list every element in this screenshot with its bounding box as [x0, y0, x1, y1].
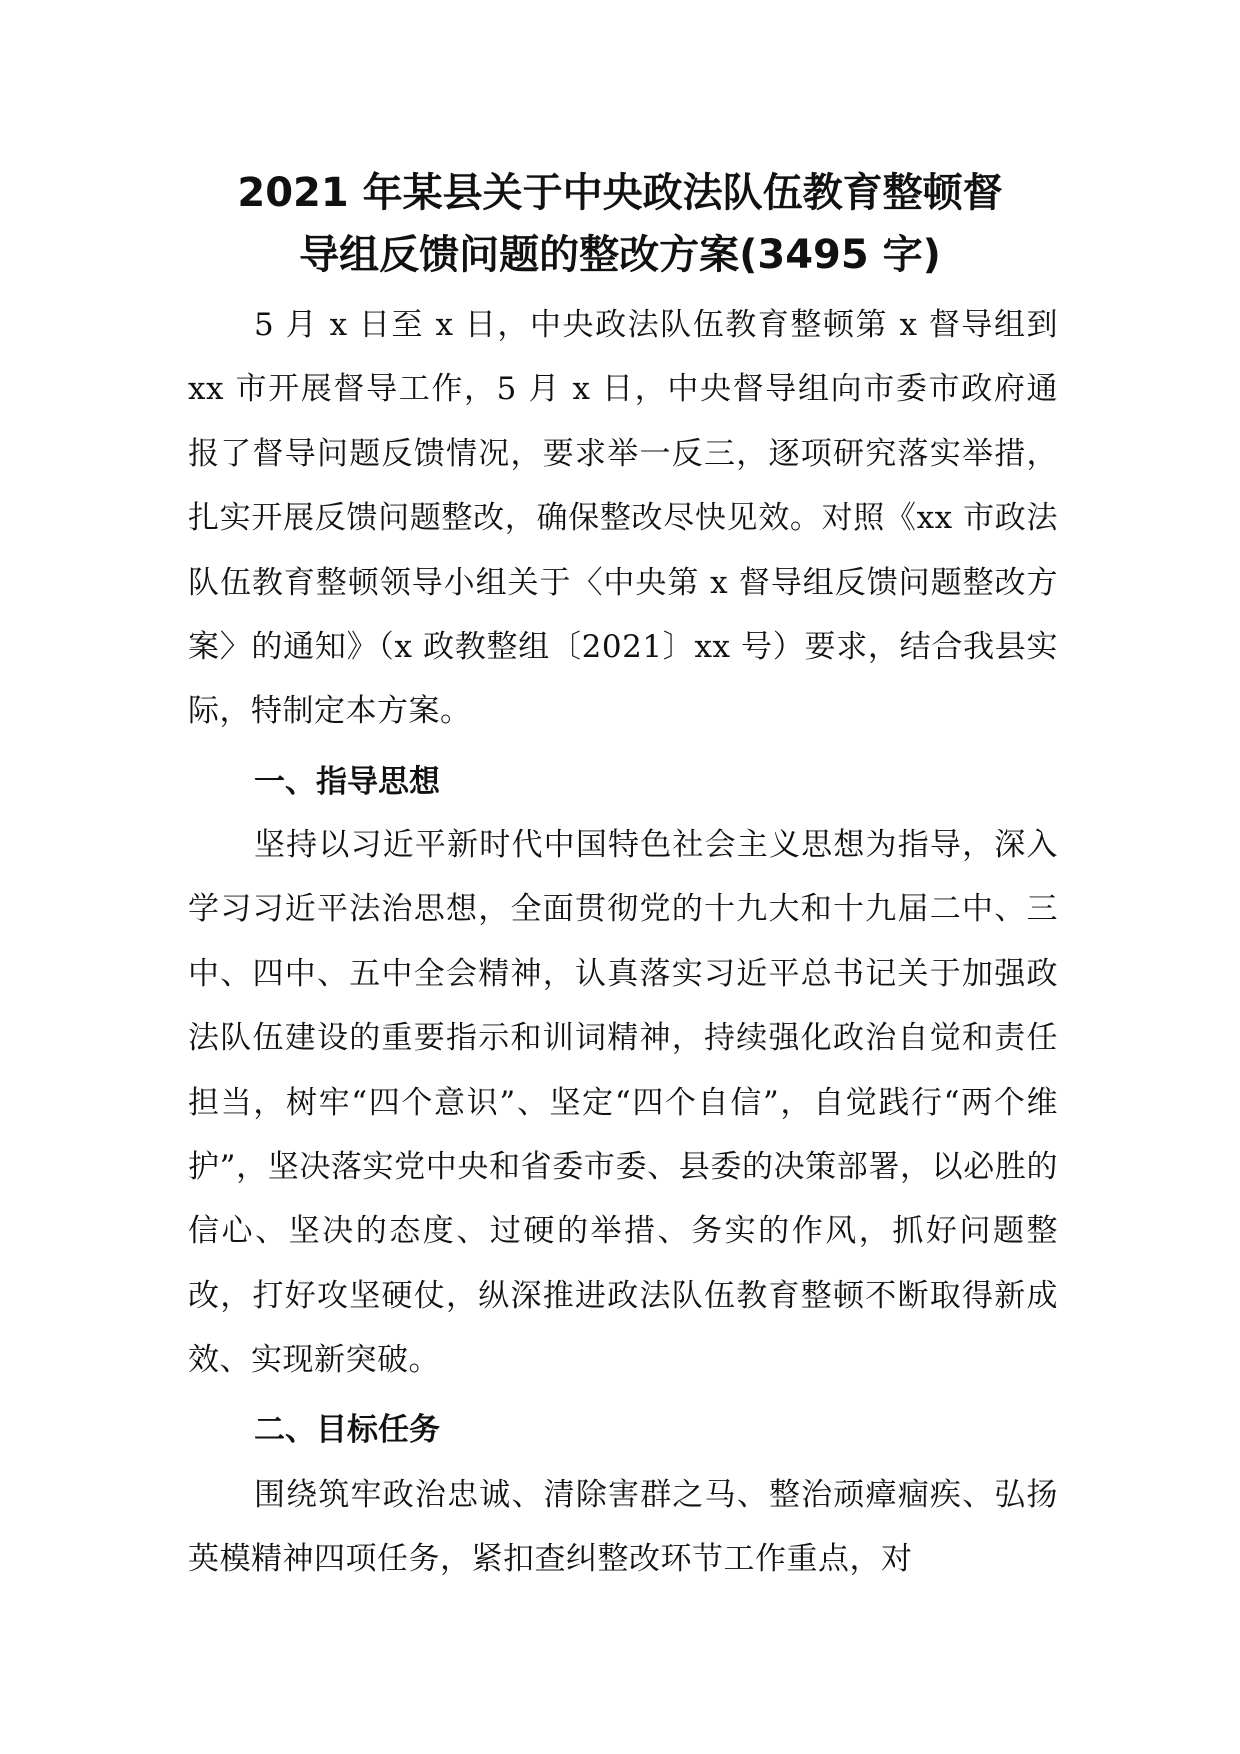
document-title [180, 162, 1060, 286]
paragraph-objectives: 围绕筑牢政治忠诚、清除害群之马、整治顽瘴痼疾、弘扬英模精神四项任务，紧扣查纠整改环节工作重点，对 [188, 1477, 1058, 1578]
title-line-1: 2021 年某县关于中央政法队伍教育整顿督 [237, 170, 1003, 216]
section-heading-guiding-ideology: 一、指导思想 [254, 764, 440, 800]
section-heading-objectives: 二、目标任务 [254, 1412, 440, 1448]
title-line-2: 导组反馈问题的整改方案(3495 字) [299, 232, 941, 278]
paragraph-intro: 5 月 x 日至 x 日，中央政法队伍教育整顿第 x 督导组到 xx 市开展督导工作，5 月 x 日，中央督导组向市委市政府通报了督导问题反馈情况，要求举一反三，逐项研究落实举措，扎实开展反馈问题整改，确保整改尽快见效。对照《xx 市政法队伍教育整顿领导小组关于〈中央第 x 督导组反馈问题整改方案〉的通知》（x 政教整组〔2021〕xx 号）要求，结合我县实际，特制定本方案。 [188, 307, 1058, 730]
paragraph-guiding-ideology: 坚持以习近平新时代中国特色社会主义思想为指导，深入学习习近平法治思想，全面贯彻党的十九大和十九届二中、三中、四中、五中全会精神，认真落实习近平总书记关于加强政法队伍建设的重要指示和训词精神，持续强化政治自觉和责任担当，树牢“四个意识”、坚定“四个自信”，自觉践行“两个维护”，坚决落实党中央和省委市委、县委的决策部署，以必胜的信心、坚决的态度、过硬的举措、务实的作风，抓好问题整改，打好攻坚硬仗，纵深推进政法队伍教育整顿不断取得新成效、实现新突破。 [188, 827, 1058, 1379]
